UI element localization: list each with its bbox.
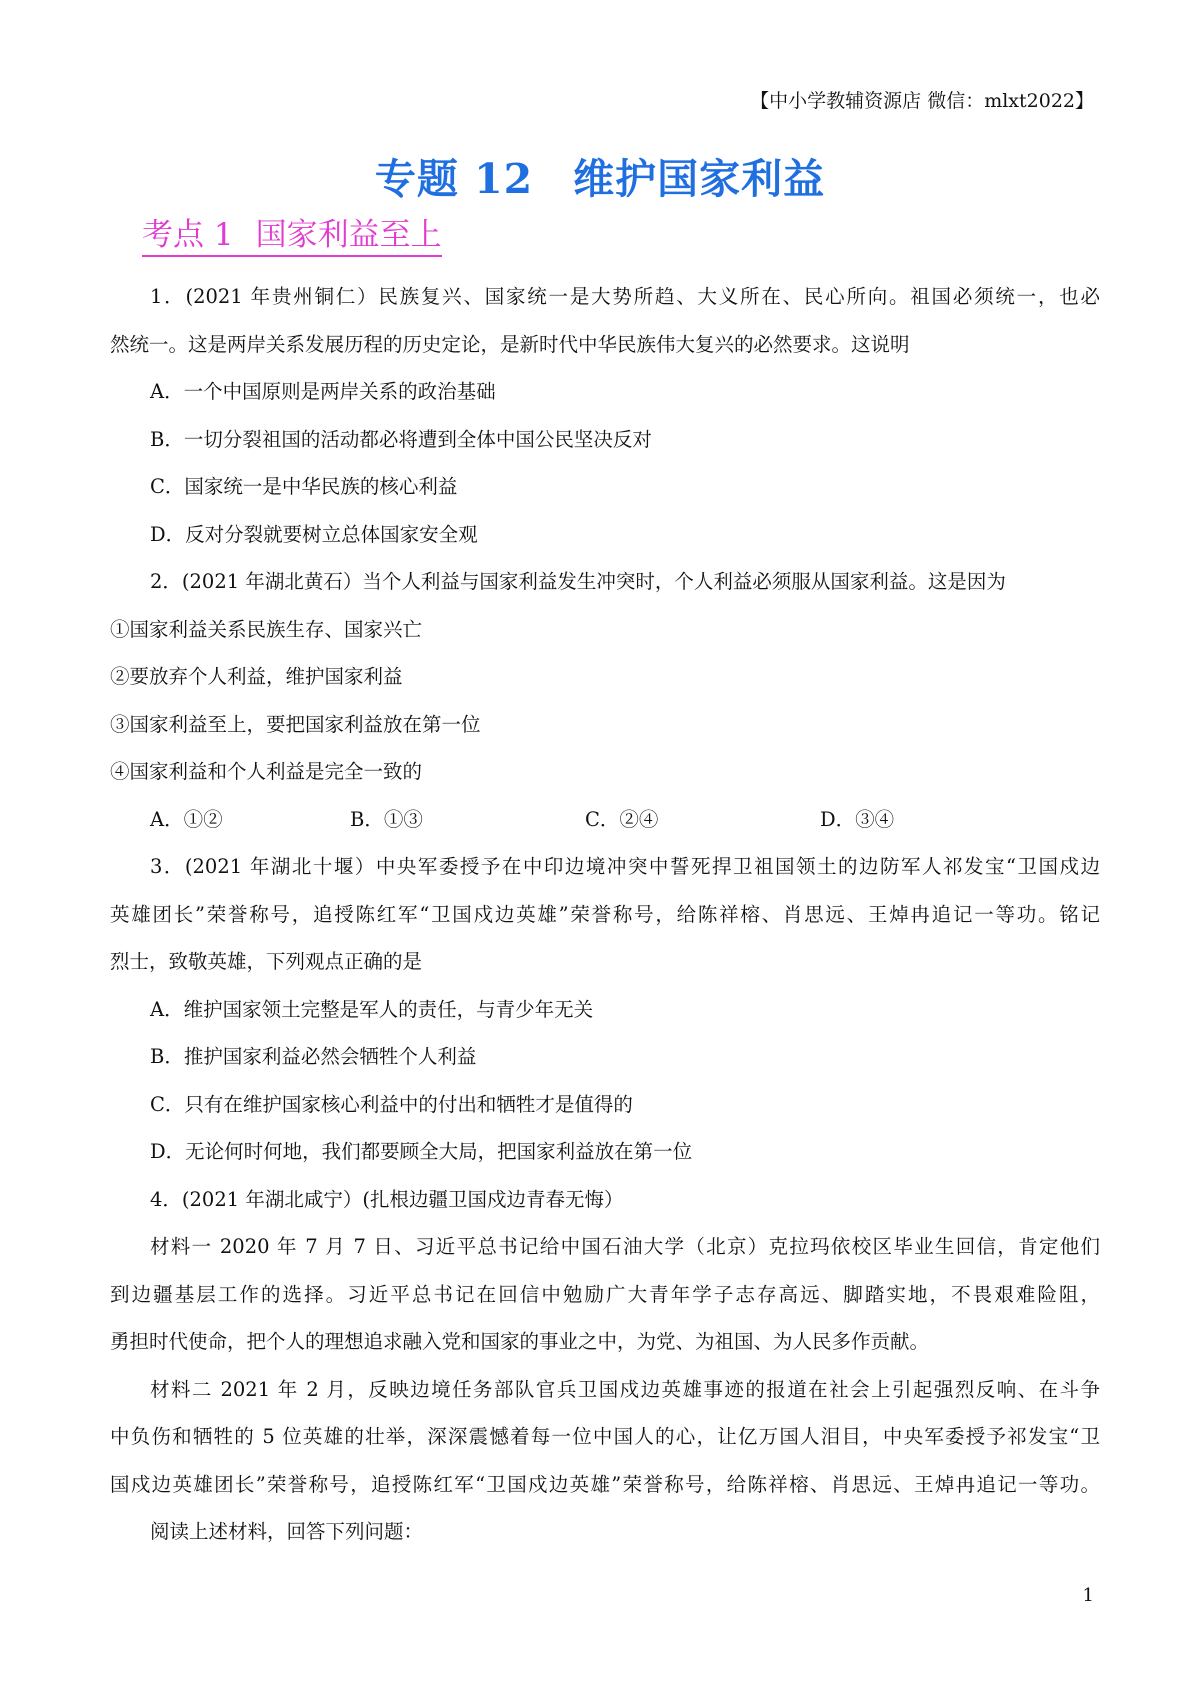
q3-option-b: B．推护国家利益必然会牺牲个人利益 <box>150 1045 477 1068</box>
q4-material2-line2: 中负伤和牺牲的 5 位英雄的壮举，深深震憾着每一位中国人的心，让亿万国人泪目，中央军委授予祁发宝“卫 <box>110 1425 1100 1448</box>
document-body <box>110 273 1100 1556</box>
q4-prompt: 阅读上述材料，回答下列问题： <box>150 1520 424 1543</box>
q3-stem-line2: 英雄团长”荣誉称号，追授陈红军“卫国戍边英雄”荣誉称号，给陈祥榕、肖思远、王焯冉追记一等功。铭记 <box>110 902 1100 926</box>
header-note: 【中小学教辅资源店 微信：mlxt2022】 <box>750 90 1094 112</box>
q1-option-b: B．一切分裂祖国的活动都必将遭到全体中国公民坚决反对 <box>150 427 652 451</box>
q2-statement-2: ②要放弃个人利益，维护国家利益 <box>110 665 403 688</box>
q3-option-a: A．维护国家领土完整是军人的责任，与青少年无关 <box>150 997 594 1021</box>
q4-material1-line1: 材料一 2020 年 7 月 7 日、习近平总书记给中国石油大学（北京）克拉玛依校区毕业生回信，肯定他们 <box>150 1235 1100 1258</box>
q1-option-d: D．反对分裂就要树立总体国家安全观 <box>150 522 478 546</box>
q3-option-c: C．只有在维护国家核心利益中的付出和牺牲才是值得的 <box>150 1092 633 1116</box>
q1-option-c: C．国家统一是中华民族的核心利益 <box>150 475 458 498</box>
q2-option-a: A．①② <box>150 807 223 831</box>
q3-stem-line3: 烈士，致敬英雄，下列观点正确的是 <box>110 950 423 973</box>
q4-material1-line2: 到边疆基层工作的选择。习近平总书记在回信中勉励广大青年学子志存高远、脚踏实地，不畏艰难险阻， <box>110 1282 1100 1306</box>
q4-material2-line3: 国戍边英雄团长”荣誉称号，追授陈红军“卫国戍边英雄”荣誉称号，给陈祥榕、肖思远、王焯冉追记一等功。 <box>110 1472 1100 1496</box>
q2-option-c: C．②④ <box>585 807 659 831</box>
section-text: 国家利益至上 <box>255 217 442 253</box>
page-title <box>0 146 1200 205</box>
title-number: 专题 12 <box>374 155 534 203</box>
q4-material1-line3: 勇担时代使命，把个人的理想追求融入党和国家的事业之中，为党、为祖国、为人民多作贡献。 <box>110 1330 930 1353</box>
page-number: 1 <box>1082 1585 1094 1606</box>
title-text: 维护国家利益 <box>573 155 826 203</box>
q2-option-b: B．①③ <box>350 807 423 831</box>
q3-option-d: D．无论何时何地，我们都要顾全大局，把国家利益放在第一位 <box>150 1140 693 1163</box>
section-heading <box>142 216 442 257</box>
q3-stem-line1: 3．(2021 年湖北十堰）中央军委授予在中印边境冲突中誓死捍卫祖国领土的边防军人祁发宝“卫国戍边 <box>150 855 1100 878</box>
q2-statement-1: ①国家利益关系民族生存、国家兴亡 <box>110 617 423 641</box>
q4-material2-line1: 材料二 2021 年 2 月，反映边境任务部队官兵卫国戍边英雄事迹的报道在社会上引起强烈反响、在斗争 <box>150 1377 1100 1401</box>
q2-statement-3: ③国家利益至上，要把国家利益放在第一位 <box>110 712 481 736</box>
q1-stem-line1: 1．(2021 年贵州铜仁）民族复兴、国家统一是大势所趋、大义所在、民心所向。祖国必须统一，也必 <box>150 285 1100 308</box>
q2-statement-4: ④国家利益和个人利益是完全一致的 <box>110 760 423 783</box>
section-number: 考点 1 <box>142 217 234 253</box>
q2-option-d: D．③④ <box>820 807 895 831</box>
q1-option-a: A．一个中国原则是两岸关系的政治基础 <box>150 380 496 403</box>
q1-stem-line2: 然统一。这是两岸关系发展历程的历史定论，是新时代中华民族伟大复兴的必然要求。这说明 <box>110 332 910 356</box>
q4-stem: 4．(2021 年湖北咸宁）(扎根边疆卫国戍边青春无悔） <box>150 1187 624 1211</box>
q2-options-row <box>110 796 1100 844</box>
q2-stem: 2．(2021 年湖北黄石）当个人利益与国家利益发生冲突时，个人利益必须服从国家利益。这是因为 <box>150 570 1006 593</box>
